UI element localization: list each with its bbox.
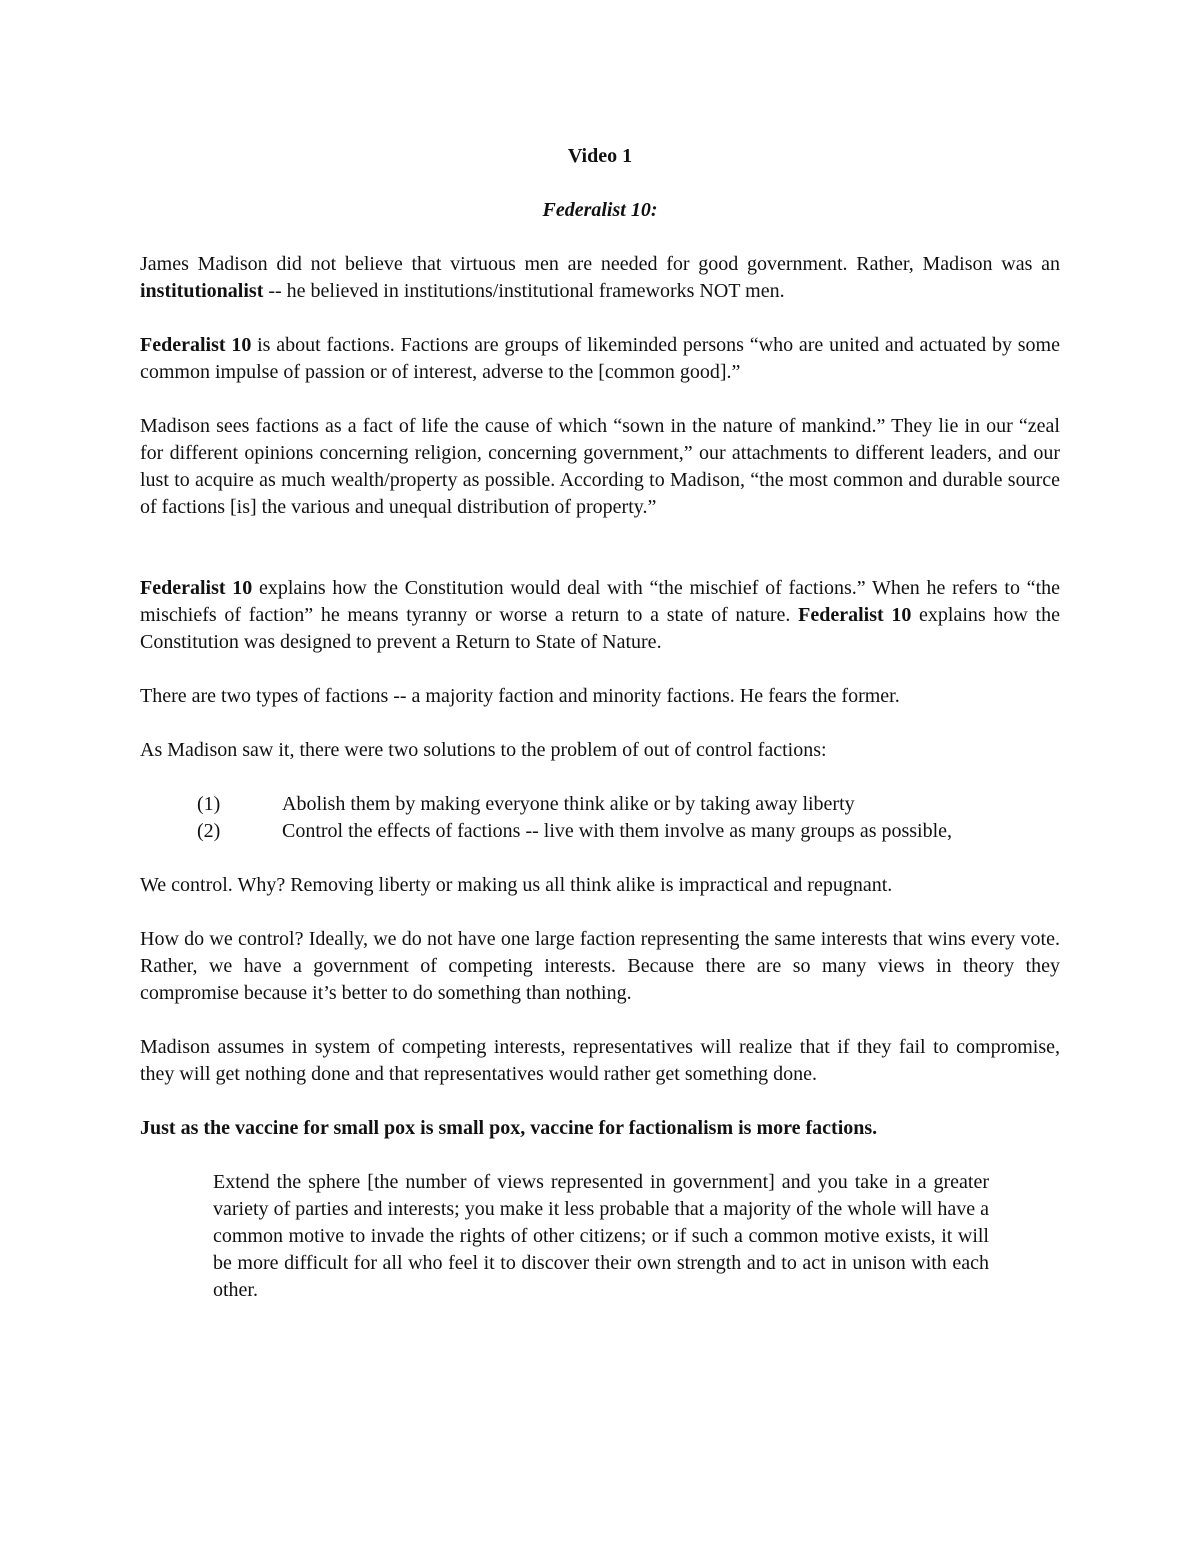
list-item [140,818,1060,845]
p6-text: As Madison saw it, there were two solutions to the problem of out of control factions: [140,739,827,761]
p8-text: How do we control? Ideally, we do not have one large faction representing the same interests that wins every vote. Rather, we have a government of competing interests. Because there are so many views in theory they compromise because it’s better to do something than nothing. [140,928,1060,1004]
p4-text-d: explains how the Constitution was designed to prevent a Return to State of Nature. [140,604,1060,653]
paragraph-factions-definition [140,332,1060,386]
paragraph-we-control [140,872,1060,899]
document-subtitle: Federalist 10: [542,199,658,221]
p1-text-c: -- he believed in institutions/institutional frameworks NOT men. [263,280,785,302]
paragraph-how-control [140,926,1060,1007]
p4-bold-federalist-c: Federalist 10 [798,604,912,626]
solutions-list [140,791,1060,845]
p7-text: We control. Why? Removing liberty or making us all think alike is impractical and repugnant. [140,874,893,896]
paragraph-vaccine [140,1115,1060,1142]
p4-bold-federalist-a: Federalist 10 [140,577,253,599]
paragraph-madison-institutionalist [140,251,1060,305]
block-quote-extend-sphere [213,1169,989,1304]
p5-text: There are two types of factions -- a majority faction and minority factions. He fears the former. [140,685,900,707]
list-item-number: (2) [197,820,221,842]
p10-bold-text: Just as the vaccine for small pox is small pox, vaccine for factionalism is more factions. [140,1117,878,1139]
paragraph-mischief-of-factions [140,575,1060,656]
quote-text: Extend the sphere [the number of views represented in government] and you take in a greater variety of parties and interests; you make it less probable that a majority of the whole will have a common motive to invade the rights of other citizens; or if such a common motive exists, it will be more difficult for all who feel it to discover their own strength and to act in unison with each other. [213,1171,989,1301]
paragraph-two-types [140,683,1060,710]
paragraph-two-solutions [140,737,1060,764]
list-item-text: Abolish them by making everyone think alike or by taking away liberty [282,793,855,815]
p4-text-b: explains how the Constitution would deal with “the mischief of factions.” When he refers to “the mischiefs of faction” he means tyranny or worse a return to a state of nature. [140,577,1060,626]
p2-text: is about factions. Factions are groups of likeminded persons “who are united and actuated by some common impulse of passion or of interest, adverse to the [common good].” [140,334,1060,383]
p3-text: Madison sees factions as a fact of life the cause of which “sown in the nature of mankind.” They lie in our “zeal for different opinions concerning religion, concerning government,” our attachments to different leaders, and our lust to acquire as much wealth/property as possible. According to Madison, “the most common and durable source of factions [is] the various and unequal distribution of property.” [140,415,1060,518]
p9-text: Madison assumes in system of competing interests, representatives will realize that if they fail to compromise, they will get nothing done and that representatives would rather get something done. [140,1036,1060,1085]
paragraph-competing-interests [140,1034,1060,1088]
p2-bold-federalist: Federalist 10 [140,334,252,356]
list-item-text: Control the effects of factions -- live with them involve as many groups as possible, [282,820,953,842]
list-item-number: (1) [197,793,221,815]
p1-bold-term: institutionalist [140,280,264,302]
p1-text-a: James Madison did not believe that virtuous men are needed for good government. Rather, Madison was an [140,253,1060,275]
list-item [140,791,1060,818]
paragraph-factions-nature [140,413,1060,521]
document-title: Video 1 [567,145,633,167]
